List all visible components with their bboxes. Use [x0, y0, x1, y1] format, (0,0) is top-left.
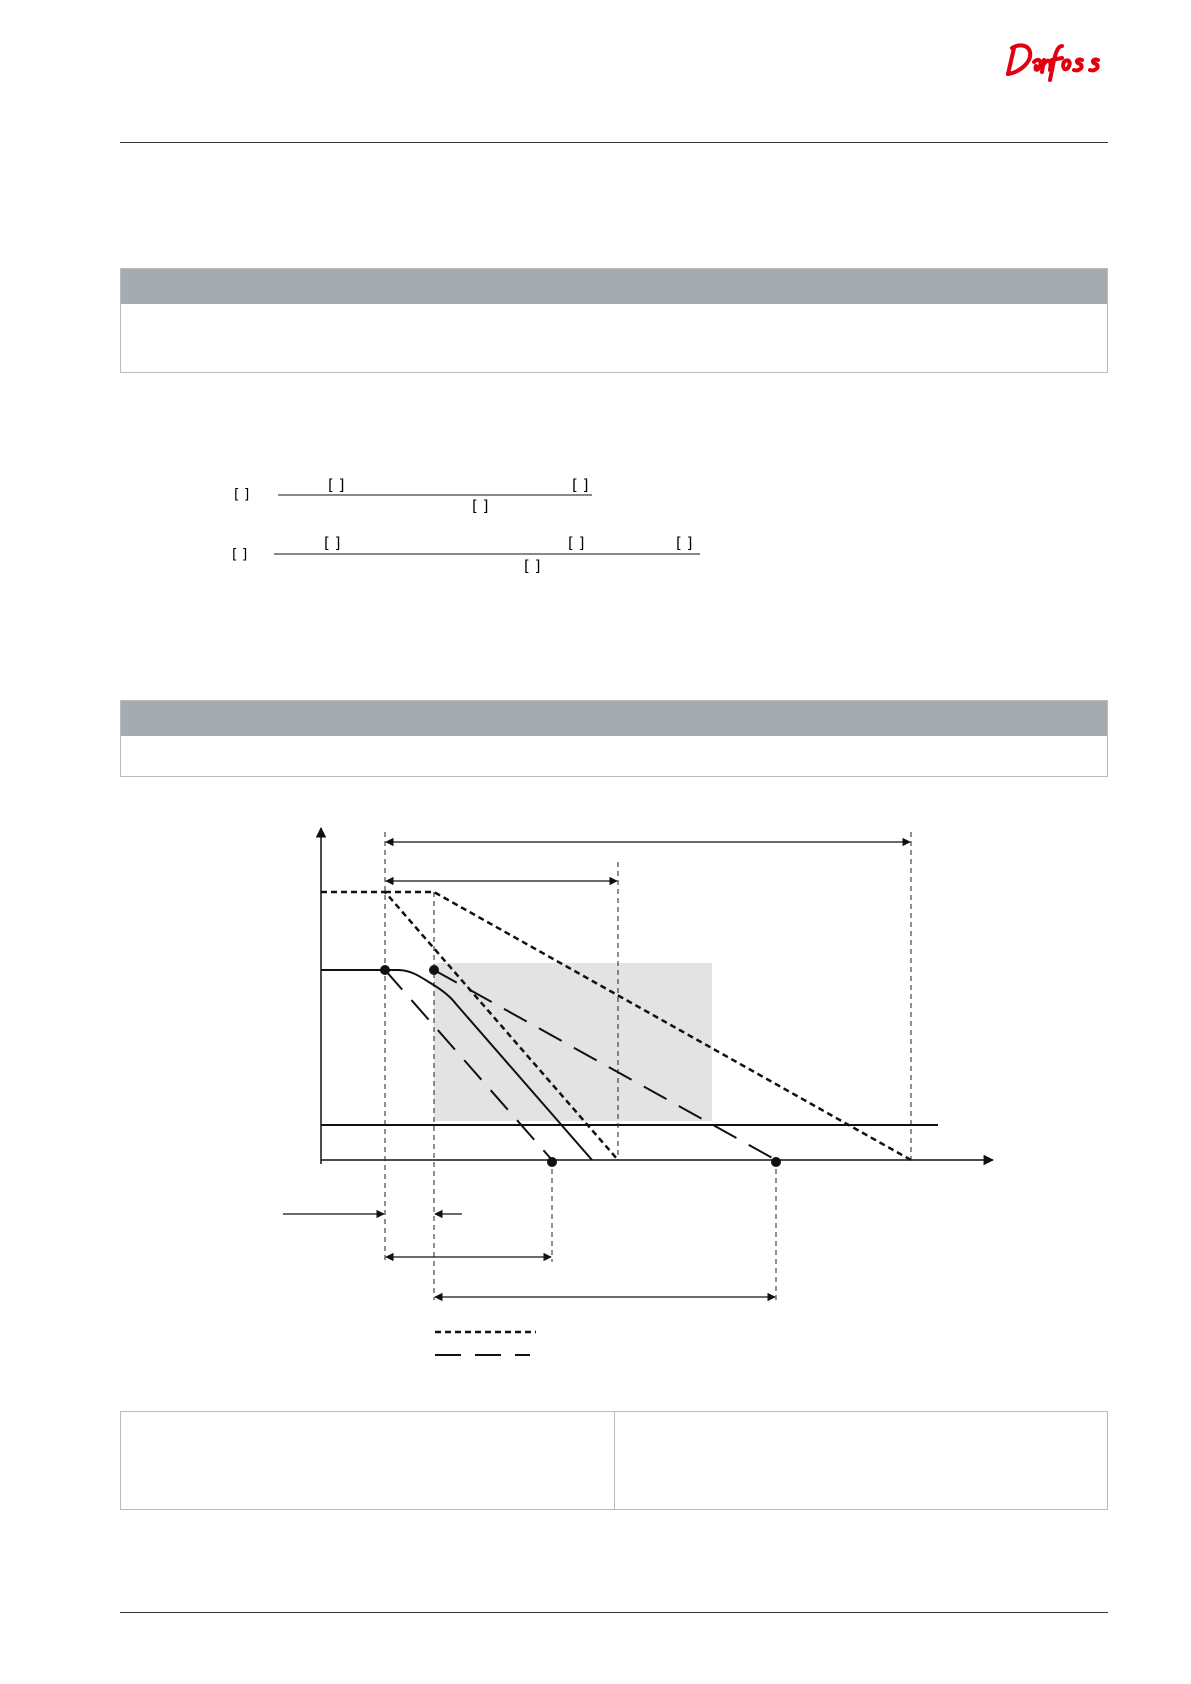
equation-2-term-c: [ ] — [676, 534, 693, 552]
point-d — [771, 1157, 781, 1167]
equation-2 — [228, 531, 708, 579]
logo-text: Danfoss — [1004, 40, 1008, 41]
equation-1-term-c: [ ] — [472, 497, 489, 515]
equation-2-term-a: [ ] — [324, 534, 341, 552]
notice-box-2-header — [121, 701, 1107, 736]
equation-1-term-a: [ ] — [328, 476, 345, 494]
point-c — [547, 1157, 557, 1167]
notice-box-1-header — [121, 269, 1107, 304]
equation-2-term-b: [ ] — [568, 534, 585, 552]
equation-1 — [228, 473, 608, 517]
equation-2-term-d: [ ] — [524, 557, 541, 575]
figure-legend-table — [120, 1411, 1108, 1510]
equation-2-lhs: [ ] — [232, 547, 248, 563]
equation-1-lhs: [ ] — [234, 487, 250, 503]
danfoss-logo — [1004, 40, 1104, 82]
derating-diagram — [270, 820, 1010, 1360]
notice-box-2 — [120, 700, 1108, 777]
legend-table-cell-right — [614, 1412, 1108, 1509]
point-b — [429, 965, 439, 975]
notice-box-1 — [120, 268, 1108, 373]
point-a — [380, 965, 390, 975]
footer-rule — [120, 1612, 1108, 1613]
header-rule — [120, 142, 1108, 143]
equation-1-term-b: [ ] — [572, 476, 589, 494]
legend-table-cell-left — [121, 1412, 614, 1509]
